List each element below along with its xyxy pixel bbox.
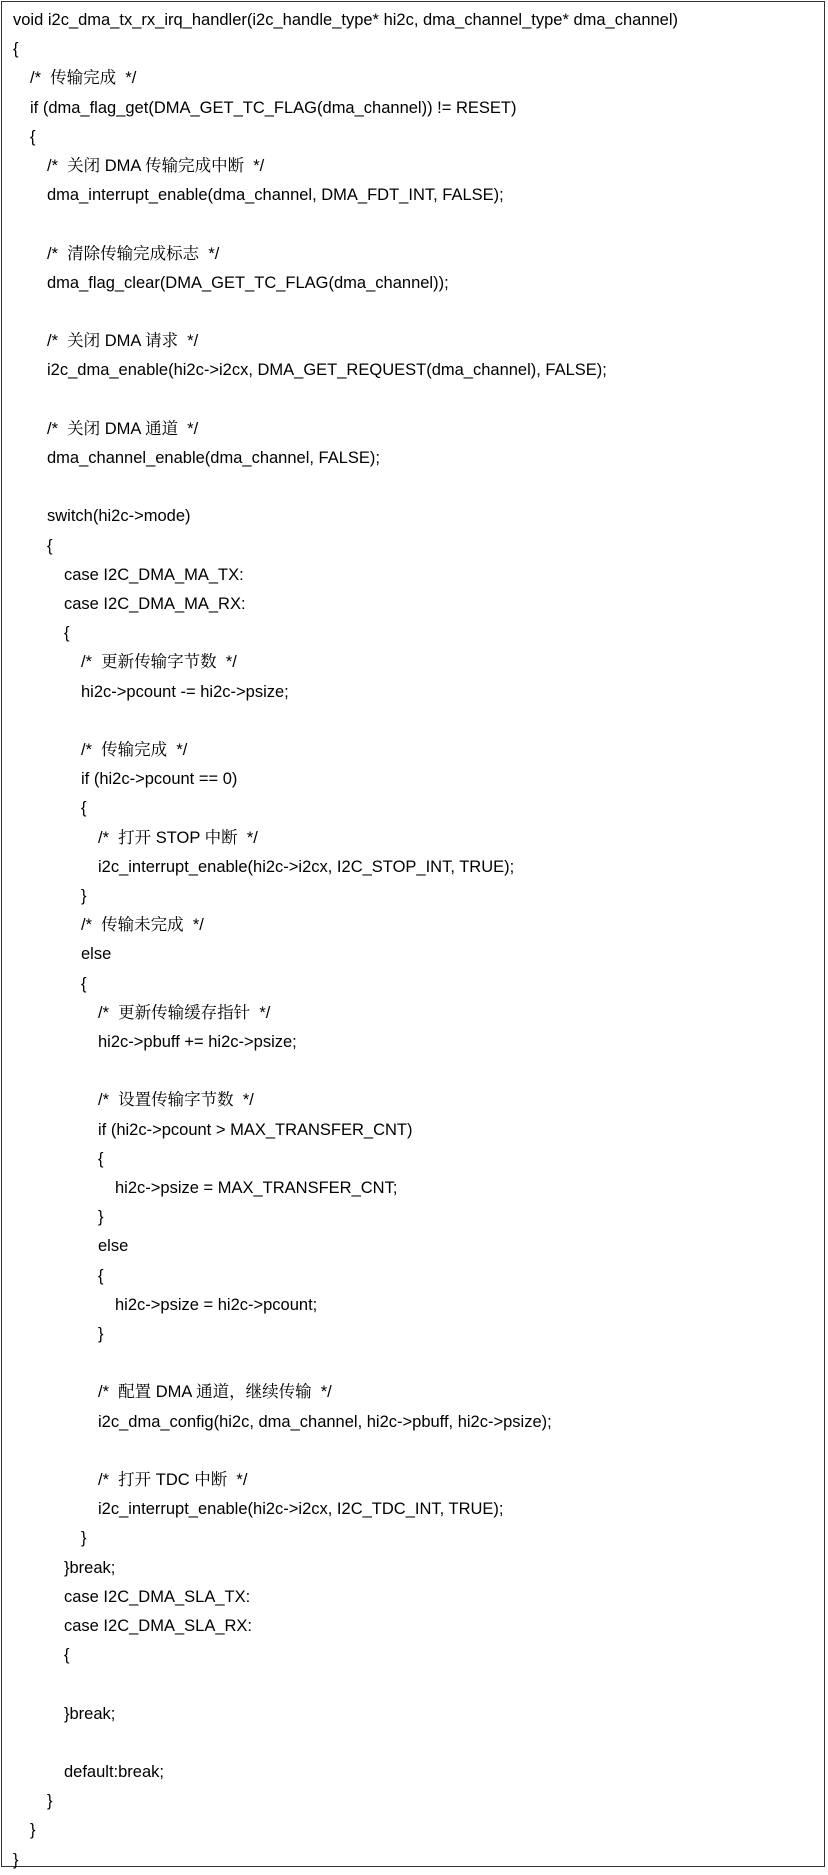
code-line: { xyxy=(13,40,19,59)
code-line: { xyxy=(98,1266,104,1285)
code-line: case I2C_DMA_MA_RX: xyxy=(64,595,246,613)
code-line: } xyxy=(98,1208,104,1227)
code-line: if (hi2c->pcount == 0) xyxy=(81,770,238,789)
code-line: /* 关闭 DMA 通道 */ xyxy=(47,419,199,438)
code-line: }break; xyxy=(64,1558,116,1577)
code-line: dma_interrupt_enable(dma_channel, DMA_FDT_INT, FALSE); xyxy=(47,186,504,205)
code-line: case I2C_DMA_MA_TX: xyxy=(64,565,244,584)
code-line: case I2C_DMA_SLA_TX: xyxy=(64,1587,251,1606)
code-line: }break; xyxy=(64,1704,116,1723)
code-line: i2c_interrupt_enable(hi2c->i2cx, I2C_STOP_INT, TRUE); xyxy=(98,857,515,876)
code-line: void i2c_dma_tx_rx_irq_handler(i2c_handle_type* hi2c, dma_channel_type* dma_channel) xyxy=(13,11,679,29)
code-line: i2c_interrupt_enable(hi2c->i2cx, I2C_TDC_INT, TRUE); xyxy=(98,1500,504,1519)
code-line: dma_channel_enable(dma_channel, FALSE); xyxy=(47,449,380,467)
code-line: { xyxy=(47,536,53,555)
code-line: if (hi2c->pcount > MAX_TRANSFER_CNT) xyxy=(98,1120,413,1139)
code-line: { xyxy=(81,799,87,818)
code-line: } xyxy=(81,887,87,905)
code-line: /* 传输完成 */ xyxy=(30,69,137,88)
code-line: /* 传输未完成 */ xyxy=(81,916,204,935)
code-line: { xyxy=(98,1149,104,1168)
code-line: /* 关闭 DMA 请求 */ xyxy=(47,332,199,351)
code-line: hi2c->pbuff += hi2c->psize; xyxy=(98,1033,297,1051)
code-line: /* 关闭 DMA 传输完成中断 */ xyxy=(47,157,265,175)
code-line: else xyxy=(81,945,112,964)
code-line: /* 更新传输字节数 */ xyxy=(81,653,237,672)
code-line: } xyxy=(30,1821,36,1840)
code-line: i2c_dma_enable(hi2c->i2cx, DMA_GET_REQUEST(dma_channel), FALSE); xyxy=(47,361,607,380)
code-line: hi2c->psize = MAX_TRANSFER_CNT; xyxy=(115,1179,398,1197)
code-line: switch(hi2c->mode) xyxy=(47,507,191,526)
code-line: dma_flag_clear(DMA_GET_TC_FLAG(dma_channel)); xyxy=(47,273,449,292)
code-line: /* 清除传输完成标志 */ xyxy=(47,244,220,263)
code-line: default:break; xyxy=(64,1763,164,1781)
code-listing-frame xyxy=(1,1,825,1867)
code-line: } xyxy=(81,1529,87,1548)
code-line: /* 打开 STOP 中断 */ xyxy=(98,828,258,847)
code-line: i2c_dma_config(hi2c, dma_channel, hi2c->pbuff, hi2c->psize); xyxy=(98,1412,552,1431)
code-line: /* 配置 DMA 通道，继续传输 */ xyxy=(98,1383,332,1402)
code-line: /* 设置传输字节数 */ xyxy=(98,1091,254,1110)
code-line: hi2c->pcount -= hi2c->psize; xyxy=(81,682,289,701)
code-line: /* 打开 TDC 中断 */ xyxy=(98,1471,248,1489)
code-line: hi2c->psize = hi2c->pcount; xyxy=(115,1295,318,1314)
code-line: { xyxy=(81,974,87,993)
code-line: } xyxy=(98,1325,104,1343)
code-line: /* 更新传输缓存指针 */ xyxy=(98,1003,271,1022)
code-line: if (dma_flag_get(DMA_GET_TC_FLAG(dma_channel)) != RESET) xyxy=(30,98,517,117)
code-line: { xyxy=(64,624,70,643)
code-line: } xyxy=(13,1850,19,1869)
code-line: case I2C_DMA_SLA_RX: xyxy=(64,1617,253,1635)
code-line: } xyxy=(47,1792,53,1811)
code-line: /* 传输完成 */ xyxy=(81,741,188,759)
code-line: { xyxy=(64,1646,70,1665)
code-line: else xyxy=(98,1237,129,1256)
code-line: { xyxy=(30,127,36,146)
